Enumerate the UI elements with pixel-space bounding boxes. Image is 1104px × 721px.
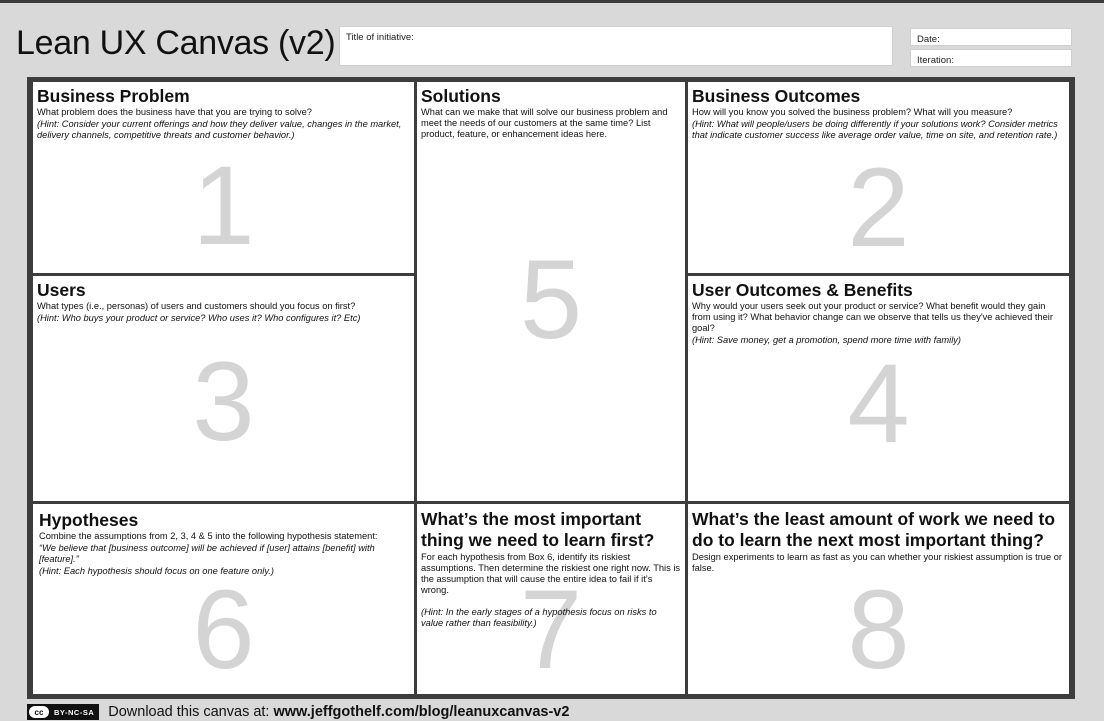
box-heading: What’s the least amount of work we need to do to learn the next most important thing? — [692, 509, 1056, 550]
iteration-label: Iteration: — [917, 55, 954, 66]
box-description: What problem does the business have that you are trying to solve? — [37, 107, 312, 117]
box-heading: User Outcomes & Benefits — [692, 280, 913, 300]
box-business-outcomes[interactable] — [688, 82, 1069, 273]
box-solutions[interactable] — [417, 82, 685, 501]
box-heading: Users — [37, 280, 86, 300]
box-hint: (Hint: Consider your current offerings and how they deliver value, changes in the market, delivery channels, competitive threats and customer behavior.) — [37, 119, 402, 140]
box-hint: (Hint: What will people/users be doing differently if your solutions work? Consider metrics that indicate customer success like average order value, time on site, and retention rate.) — [692, 119, 1058, 140]
box-description: For each hypothesis from Box 6, identify its riskiest assumptions. Then determine the riskiest one right now. This is the assumption that will cause the entire idea to fail if it’s wrong. — [421, 552, 681, 595]
box-description: What types (i.e., personas) of users and customers should you focus on first? — [37, 301, 356, 311]
box-heading: Solutions — [421, 86, 501, 106]
box-hypotheses[interactable] — [33, 504, 414, 694]
box-number: 4 — [847, 341, 910, 466]
box-hint: (Hint: In the early stages of a hypothesis focus on risks to value rather than feasibility.) — [421, 607, 657, 628]
box-learn-first[interactable] — [417, 504, 685, 694]
title-of-initiative-label: Title of initiative: — [346, 32, 414, 43]
license-text: BY-NC-SA — [54, 707, 95, 717]
box-number: 7 — [519, 567, 583, 692]
box-description: Combine the assumptions from 2, 3, 4 & 5 into the following hypothesis statement: — [39, 531, 378, 541]
box-description: How will you know you solved the business problem? What will you measure? — [692, 107, 1013, 117]
box-heading: What’s the most important thing we need to learn first? — [421, 509, 655, 550]
box-number: 3 — [192, 339, 255, 464]
box-number: 8 — [847, 567, 910, 692]
iteration-field[interactable] — [910, 49, 1072, 67]
download-label: Download this canvas at: — [108, 704, 270, 720]
box-description: What can we make that will solve our business problem and meet the needs of our customers at the same time? List product, feature, or enhancement ideas here. — [421, 107, 668, 139]
hypothesis-statement: “We believe that [business outcome] will be achieved if [user] attains [benefit] with [feature].” — [39, 543, 375, 564]
box-hint: (Hint: Save money, get a promotion, spend more time with family) — [692, 335, 962, 345]
box-number: 5 — [519, 237, 583, 362]
box-number: 2 — [847, 145, 910, 270]
box-heading: Business Problem — [37, 86, 190, 106]
box-number: 6 — [192, 567, 255, 692]
canvas-board — [27, 77, 1075, 699]
box-heading: Business Outcomes — [692, 86, 861, 106]
box-users[interactable] — [33, 276, 414, 501]
download-link[interactable]: www.jeffgothelf.com/blog/leanuxcanvas-v2 — [273, 704, 570, 720]
box-heading: Hypotheses — [39, 510, 139, 530]
footer — [27, 703, 569, 721]
cc-icon: cc — [29, 706, 49, 718]
box-number: 1 — [192, 143, 255, 268]
date-label: Date: — [917, 34, 940, 45]
box-hint: (Hint: Each hypothesis should focus on one feature only.) — [39, 566, 274, 576]
cc-license-badge — [27, 704, 99, 720]
box-least-work[interactable] — [688, 504, 1069, 694]
box-user-outcomes[interactable] — [688, 276, 1069, 501]
date-field[interactable] — [910, 28, 1072, 46]
page-title: Lean UX Canvas (v2) — [16, 24, 336, 62]
box-hint: (Hint: Who buys your product or service? Who uses it? Who configures it? Etc) — [37, 313, 361, 323]
box-business-problem[interactable] — [33, 82, 414, 273]
box-description: Why would your users seek out your product or service? What benefit would they gain from using it? What behavior change can we observe that tells us they've achieved their goal? — [692, 301, 1053, 333]
box-description: Design experiments to learn as fast as you can whether your riskiest assumption is true or false. — [692, 552, 1062, 573]
top-border — [0, 0, 1104, 3]
title-of-initiative-field[interactable] — [339, 26, 893, 66]
